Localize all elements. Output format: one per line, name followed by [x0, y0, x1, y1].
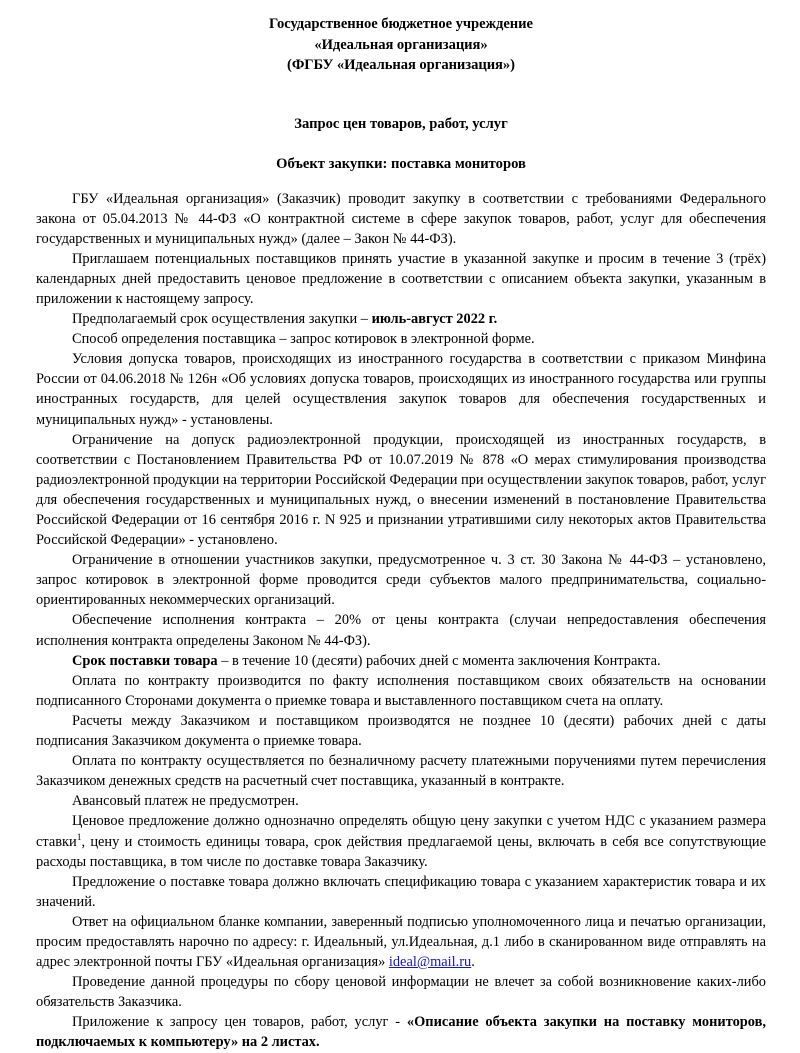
delivery-term-label: Срок поставки товара [72, 652, 218, 669]
document-body [36, 189, 766, 1053]
expected-term-value: июль-август 2022 г. [371, 311, 498, 328]
organization-header [36, 14, 766, 76]
delivery-term-value: – в течение 10 (десяти) рабочих дней с момента заключения Контракта. [217, 652, 661, 669]
footnote-marker: 1 [76, 832, 82, 843]
paragraph-expected-term [36, 309, 766, 329]
org-header-line-1: Государственное бюджетное учреждение [269, 16, 533, 32]
paragraph-cashless-payment: Оплата по контракту осуществляется по безналичному расчету платежными поручениями путем перечисления Заказчиком денежных средств на расчетный счет поставщика, указанный в контракте. [36, 753, 766, 790]
paragraph-no-obligations: Проведение данной процедуры по сбору ценовой информации не влечет за собой возникновение каких-либо обязательств Заказчика. [36, 974, 766, 1011]
paragraph-specification-requirement: Предложение о поставке товара должно включать спецификацию товара с указанием характеристик товара и их значений. [36, 873, 766, 910]
paragraph-radioelectronic-restriction: Ограничение на допуск радиоэлектронной продукции, происходящей из иностранных государств, в соответствии с Постановлением Правительства РФ от 10.07.2019 № 878 «О мерах стимулирования производства радиоэлектронной продукции на территории Российской Федерации при осуществлении закупок товаров, работ, услуг для обеспечения государственных и муниципальных нужд, о внесении изменений в постановление Правительства Российской Федерации от 16 сентября 2016 г. N 925 и признании утратившими силу некоторых актов Правительства Российской Федерации» - установлено. [36, 431, 766, 549]
price-offer-text-after: , цену и стоимость единицы товара, срок действия предлагаемой цены, включать в себя все сопутствующие расходы поставщика, в том числе по доставке товара Заказчику. [36, 833, 766, 870]
title-spacer [36, 134, 766, 154]
paragraph-attachment [36, 1012, 766, 1052]
paragraph-no-advance: Авансовый платеж не предусмотрен. [72, 793, 299, 810]
paragraph-participant-restriction: Ограничение в отношении участников закупки, предусмотренное ч. 3 ст. 30 Закона № 44-ФЗ – установлено, запрос котировок в электронной форме проводится среди субъектов малого предпринимательства, социально-ориентированных некоммерческих организаций. [36, 552, 766, 609]
paragraph-settlement-terms: Расчеты между Заказчиком и поставщиком производятся не позднее 10 (десяти) рабочих дней с даты подписания Заказчиком документа о приемке товара. [36, 712, 766, 750]
attachment-text-before: Приложение к запросу цен товаров, работ, услуг - [72, 1014, 407, 1031]
paragraph-price-offer-requirements [36, 811, 766, 871]
procurement-subject-title: Объект закупки: поставка мониторов [276, 155, 526, 172]
price-offer-text-before: Ценовое предложение должно однозначно определять общую цену закупки с учетом НДС с указанием размера ставки [36, 813, 766, 850]
org-header-line-2: «Идеальная организация» [314, 36, 488, 53]
paragraph-foreign-goods-admission: Условия допуска товаров, происходящих из иностранного государства в соответствии с приказом Минфина России от 04.06.2018 № 126н «Об условиях допуска товаров, происходящих из иностранного государства или группы иностранных государств, для целей осуществления закупок товаров для обеспечения государственных и муниципальных нужд» - установлены. [36, 351, 766, 428]
paragraph-invitation: Приглашаем потенциальных поставщиков принять участие в указанной закупке и просим в течение 3 (трёх) календарных дней предоставить ценовое предложение в соответствии с описанием объекта закупки, указанным в приложении к настоящему запросу. [36, 250, 766, 307]
org-header-line-3: (ФГБУ «Идеальная организация») [287, 57, 515, 73]
email-link[interactable]: ideal@mail.ru [388, 954, 472, 971]
expected-term-prefix: Предполагаемый срок осуществления закупки – [72, 311, 372, 328]
header-spacer [36, 76, 766, 114]
response-text-after: . [471, 954, 475, 971]
response-text-before: Ответ на официальном бланке компании, заверенный подписью уполномоченного лица и печатью организации, просим предоставлять нарочно по адресу: г. Идеальный, ул.Идеальная, д.1 либо в сканированном виде отправлять на адрес электронной почты ГБУ «Идеальная организация» [36, 913, 766, 971]
paragraph-contract-security: Обеспечение исполнения контракта – 20% от цены контракта (случаи непредоставления обеспечения исполнения контракта определены Законом № 44-ФЗ). [36, 612, 766, 649]
paragraph-supplier-method: Способ определения поставщика – запрос котировок в электронной форме. [72, 331, 535, 348]
document-title: Запрос цен товаров, работ, услуг [294, 115, 508, 132]
paragraph-payment-basis: Оплата по контракту производится по факту исполнения поставщиком своих обязательств на основании подписанного Сторонами документа о приемке товара и выставленного поставщиком счета на оплату. [36, 672, 766, 709]
attachment-title: «Описание объекта закупки на поставку мониторов, подключаемых к компьютеру» на 2 листах. [36, 1014, 766, 1051]
paragraph-response-submission [36, 912, 766, 972]
paragraph-federal-law: ГБУ «Идеальная организация» (Заказчик) проводит закупку в соответствии с требованиями Федерального закона от 05.04.2013 № 44-ФЗ «О контрактной системе в сфере закупок товаров, работ, услуг для обеспечения государственных и муниципальных нужд» (далее – Закон № 44-ФЗ). [36, 190, 766, 247]
paragraph-delivery-term [36, 651, 766, 671]
